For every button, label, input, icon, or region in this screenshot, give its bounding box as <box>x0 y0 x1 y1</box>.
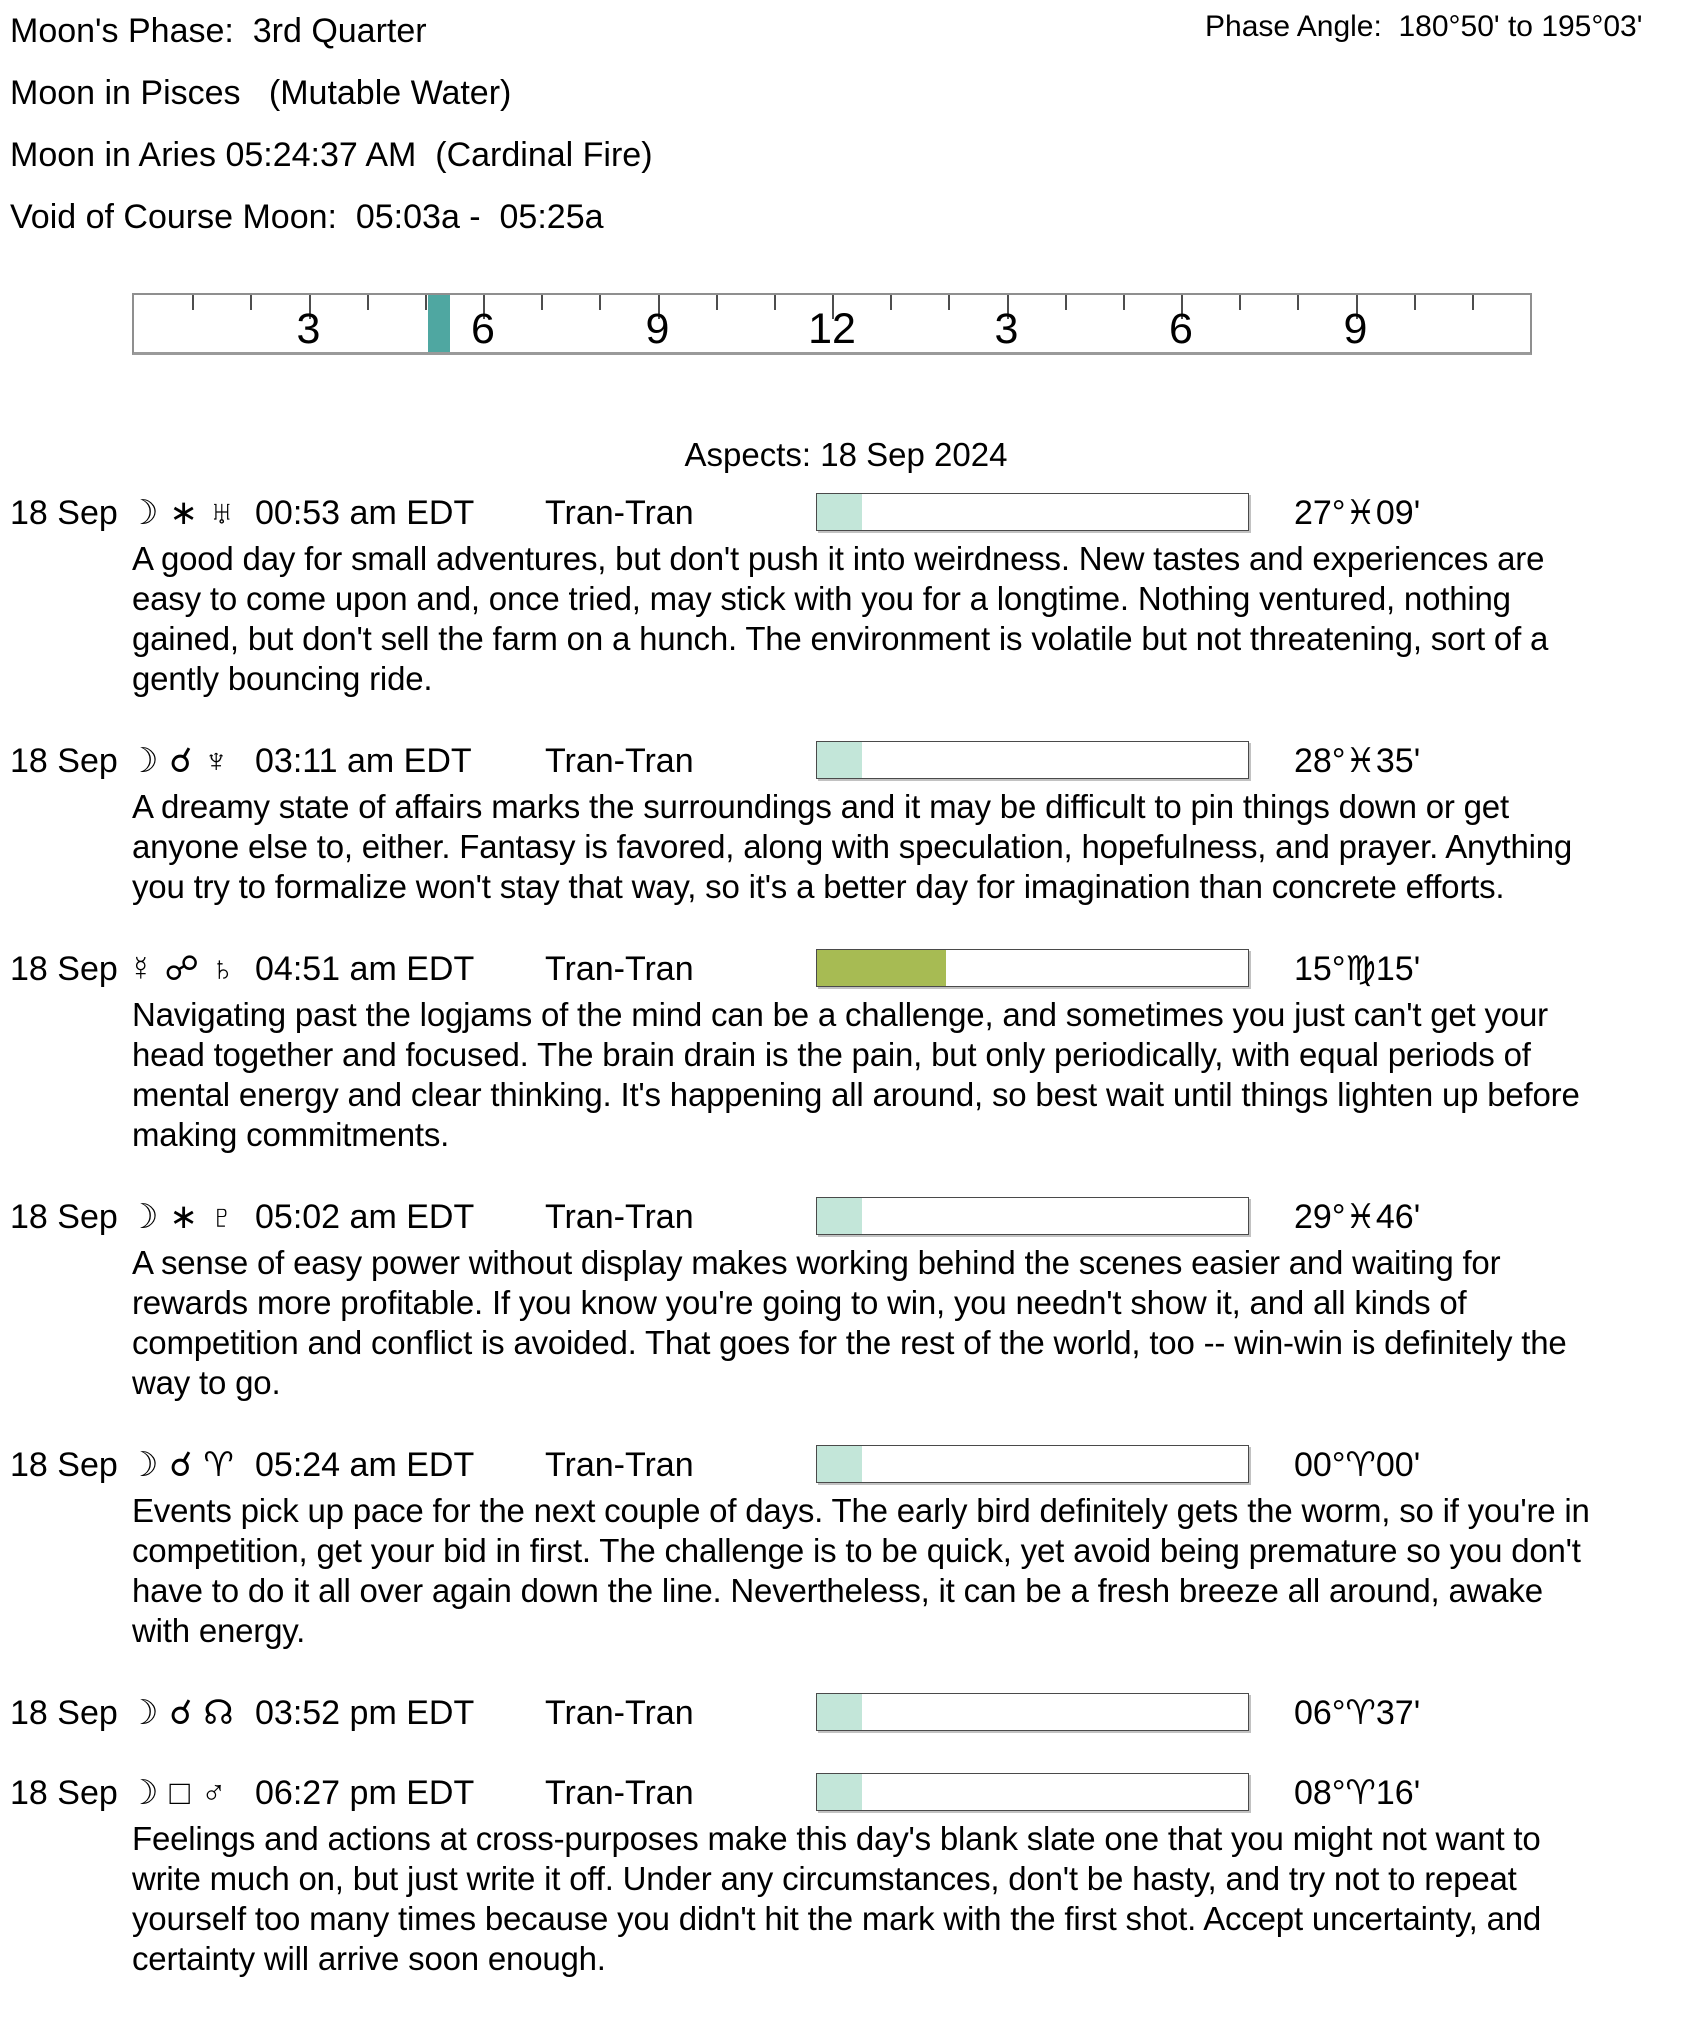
aspect-time: 06:27 pm EDT <box>255 1774 475 1812</box>
aspect-date: 18 Sep <box>10 950 118 988</box>
aspect-row <box>0 493 1692 535</box>
aspect-time: 00:53 am EDT <box>255 494 475 532</box>
aspect-symbols <box>128 493 245 533</box>
ruler-tick <box>1123 295 1125 310</box>
ruler-tick <box>1297 295 1299 310</box>
ruler-tick <box>425 295 427 310</box>
aspect-progress-bar <box>816 493 1249 531</box>
aspect-position: 00°♈00' <box>1294 1446 1421 1484</box>
moon-icon: ☽ <box>128 494 159 532</box>
ruler-hour-label: 3 <box>994 305 1019 353</box>
aspect-row <box>0 741 1692 783</box>
ruler-tick <box>948 295 950 310</box>
voc-period-marker <box>428 295 450 352</box>
aspect-position: 27°♓09' <box>1294 494 1421 532</box>
aspect-block <box>0 1445 1692 1651</box>
sextile-icon: ∗ <box>169 494 198 532</box>
aspect-block <box>0 1773 1692 1979</box>
mercury-icon: ☿ <box>128 950 154 988</box>
aspect-position: 15°♍15' <box>1294 950 1421 988</box>
moon-icon: ☽ <box>128 1446 159 1484</box>
aspect-time: 03:11 am EDT <box>255 742 472 780</box>
aspect-row <box>0 949 1692 991</box>
aspect-symbols <box>128 949 246 989</box>
aspect-progress-fill <box>817 1694 862 1730</box>
moon-ingress-line: Moon in Aries 05:24:37 AM (Cardinal Fire) <box>10 136 653 174</box>
moon-icon: ☽ <box>128 1198 159 1236</box>
ruler-hour-label: 3 <box>296 305 321 353</box>
conjunction-icon: ☌ <box>169 1446 193 1484</box>
aspect-symbols <box>128 1445 245 1485</box>
aspect-type: Tran-Tran <box>545 1774 694 1812</box>
mars-icon: ♂ <box>201 1774 227 1812</box>
aspect-description: A dreamy state of affairs marks the surroundings and it may be difficult to pin things down or get anyone else to, either. Fantasy is favored, along with speculation, hopefulness, and prayer. Anything you try to formalize won't stay that way, so it's a better day for imagination than concrete efforts. <box>132 788 1573 905</box>
aspect-progress-bar <box>816 1445 1249 1483</box>
opposition-icon: ☍ <box>164 950 199 988</box>
aspect-block <box>0 493 1692 699</box>
ruler-hour-label: 9 <box>1343 305 1368 353</box>
aspect-progress-bar <box>816 1197 1249 1235</box>
ruler-tick <box>774 295 776 310</box>
aspect-date: 18 Sep <box>10 1694 118 1732</box>
ruler-hour-label: 6 <box>471 305 495 353</box>
aspect-symbols <box>128 1197 245 1237</box>
ruler-tick <box>716 295 718 310</box>
aspect-row <box>0 1773 1692 1815</box>
aspect-symbols <box>128 1773 238 1813</box>
aspect-time: 03:52 pm EDT <box>255 1694 475 1732</box>
aspect-progress-bar <box>816 949 1249 987</box>
phase-angle-label: Phase Angle: 180°50' to 195°03' <box>1205 10 1643 43</box>
aspect-symbols <box>128 741 240 781</box>
aspect-row <box>0 1445 1692 1487</box>
aspect-type: Tran-Tran <box>545 1198 694 1236</box>
voc-ruler <box>132 293 1532 355</box>
ruler-tick <box>1239 295 1241 310</box>
aspect-position: 29°♓46' <box>1294 1198 1421 1236</box>
aspect-progress-fill <box>817 1198 862 1234</box>
conjunction-icon: ☌ <box>169 1694 193 1732</box>
aspect-date: 18 Sep <box>10 742 118 780</box>
aspect-progress-fill <box>817 1774 862 1810</box>
aspect-progress-bar <box>816 741 1249 779</box>
ruler-tick <box>599 295 601 310</box>
conjunction-icon: ☌ <box>169 742 193 780</box>
moon-icon: ☽ <box>128 1694 159 1732</box>
aspect-block <box>0 949 1692 1155</box>
aspect-date: 18 Sep <box>10 1446 118 1484</box>
moon-sign-line: Moon in Pisces (Mutable Water) <box>10 74 512 112</box>
aspect-progress-fill <box>817 742 862 778</box>
aspect-time: 04:51 am EDT <box>255 950 475 988</box>
ruler-tick <box>250 295 252 310</box>
aspect-type: Tran-Tran <box>545 950 694 988</box>
square-icon: □ <box>169 1774 191 1812</box>
ruler-hour-label: 6 <box>1169 305 1193 353</box>
pluto-icon: ♇ <box>208 1198 235 1236</box>
aspect-progress-fill <box>817 950 946 986</box>
north-node-icon: ☊ <box>203 1694 234 1732</box>
ruler-tick <box>1472 295 1474 310</box>
aspect-description: A sense of easy power without display makes working behind the scenes easier and waiting for rewards more profitable. If you know you're going to win, you needn't show it, and all kinds of competition and conflict is avoided. That goes for the rest of the world, too -- win-win is definitely the way to go. <box>132 1244 1567 1401</box>
ruler-hour-label: 12 <box>808 305 856 353</box>
moon-phase-line: Moon's Phase: 3rd Quarter <box>10 12 427 50</box>
ruler-tick <box>192 295 194 310</box>
aspect-block <box>0 1197 1692 1403</box>
aspects-title: Aspects: 18 Sep 2024 <box>684 436 1008 473</box>
aspect-position: 08°♈16' <box>1294 1774 1421 1812</box>
aspect-date: 18 Sep <box>10 1198 118 1236</box>
aspect-progress-fill <box>817 1446 862 1482</box>
aspect-position: 28°♓35' <box>1294 742 1421 780</box>
aspect-type: Tran-Tran <box>545 742 694 780</box>
moon-icon: ☽ <box>128 742 159 780</box>
aspect-block <box>0 741 1692 907</box>
ruler-tick <box>1414 295 1416 310</box>
aries-icon: ♈ <box>203 1446 234 1484</box>
aspect-progress-bar <box>816 1773 1249 1811</box>
aspect-symbols <box>128 1693 245 1733</box>
aspect-block <box>0 1693 1692 1735</box>
aspect-description: Feelings and actions at cross-purposes make this day's blank slate one that you might not want to write much on, but just write it off. Under any circumstances, don't be hasty, and try not to repeat yourself too many times because you didn't hit the mark with the first shot. Accept uncertainty, and certainty will arrive soon enough. <box>132 1820 1542 1977</box>
aspect-description: A good day for small adventures, but don't push it into weirdness. New tastes and experiences are easy to come upon and, once tried, may stick with you for a longtime. Nothing ventured, nothing gained, but don't sell the farm on a hunch. The environment is volatile but not threatening, sort of a gently bouncing ride. <box>132 540 1549 697</box>
ruler-tick <box>1065 295 1067 310</box>
aspect-description: Events pick up pace for the next couple of days. The early bird definitely gets the worm, so if you're in competition, get your bid in first. The challenge is to be quick, yet avoid being premature so you don't have to do it all over again down the line. Nevertheless, it can be a fresh breeze all around, awake with energy. <box>132 1492 1590 1649</box>
sextile-icon: ∗ <box>169 1198 198 1236</box>
aspect-time: 05:02 am EDT <box>255 1198 475 1236</box>
aspect-row <box>0 1693 1692 1735</box>
ruler-hour-label: 9 <box>645 305 670 353</box>
moon-icon: ☽ <box>128 1774 159 1812</box>
aspect-description: Navigating past the logjams of the mind can be a challenge, and sometimes you just can't get your head together and focused. The brain drain is the pain, but only periodically, with equal periods of mental energy and clear thinking. It's happening all around, so best wait until things lighten up before making commitments. <box>132 996 1580 1153</box>
void-of-course-line: Void of Course Moon: 05:03a - 05:25a <box>10 198 604 236</box>
aspect-date: 18 Sep <box>10 1774 118 1812</box>
aspect-row <box>0 1197 1692 1239</box>
aspect-date: 18 Sep <box>10 494 118 532</box>
aspects-list <box>0 493 1692 2021</box>
saturn-icon: ♄ <box>209 950 236 988</box>
aspect-time: 05:24 am EDT <box>255 1446 475 1484</box>
aspect-progress-fill <box>817 494 862 530</box>
ruler-tick <box>541 295 543 310</box>
aspect-type: Tran-Tran <box>545 1694 694 1732</box>
neptune-icon: ♆ <box>203 742 229 780</box>
ruler-tick <box>890 295 892 310</box>
aspect-position: 06°♈37' <box>1294 1694 1421 1732</box>
aspect-progress-bar <box>816 1693 1249 1731</box>
aspect-type: Tran-Tran <box>545 494 694 532</box>
aspect-type: Tran-Tran <box>545 1446 694 1484</box>
ruler-tick <box>367 295 369 310</box>
uranus-icon: ♅ <box>208 494 235 532</box>
